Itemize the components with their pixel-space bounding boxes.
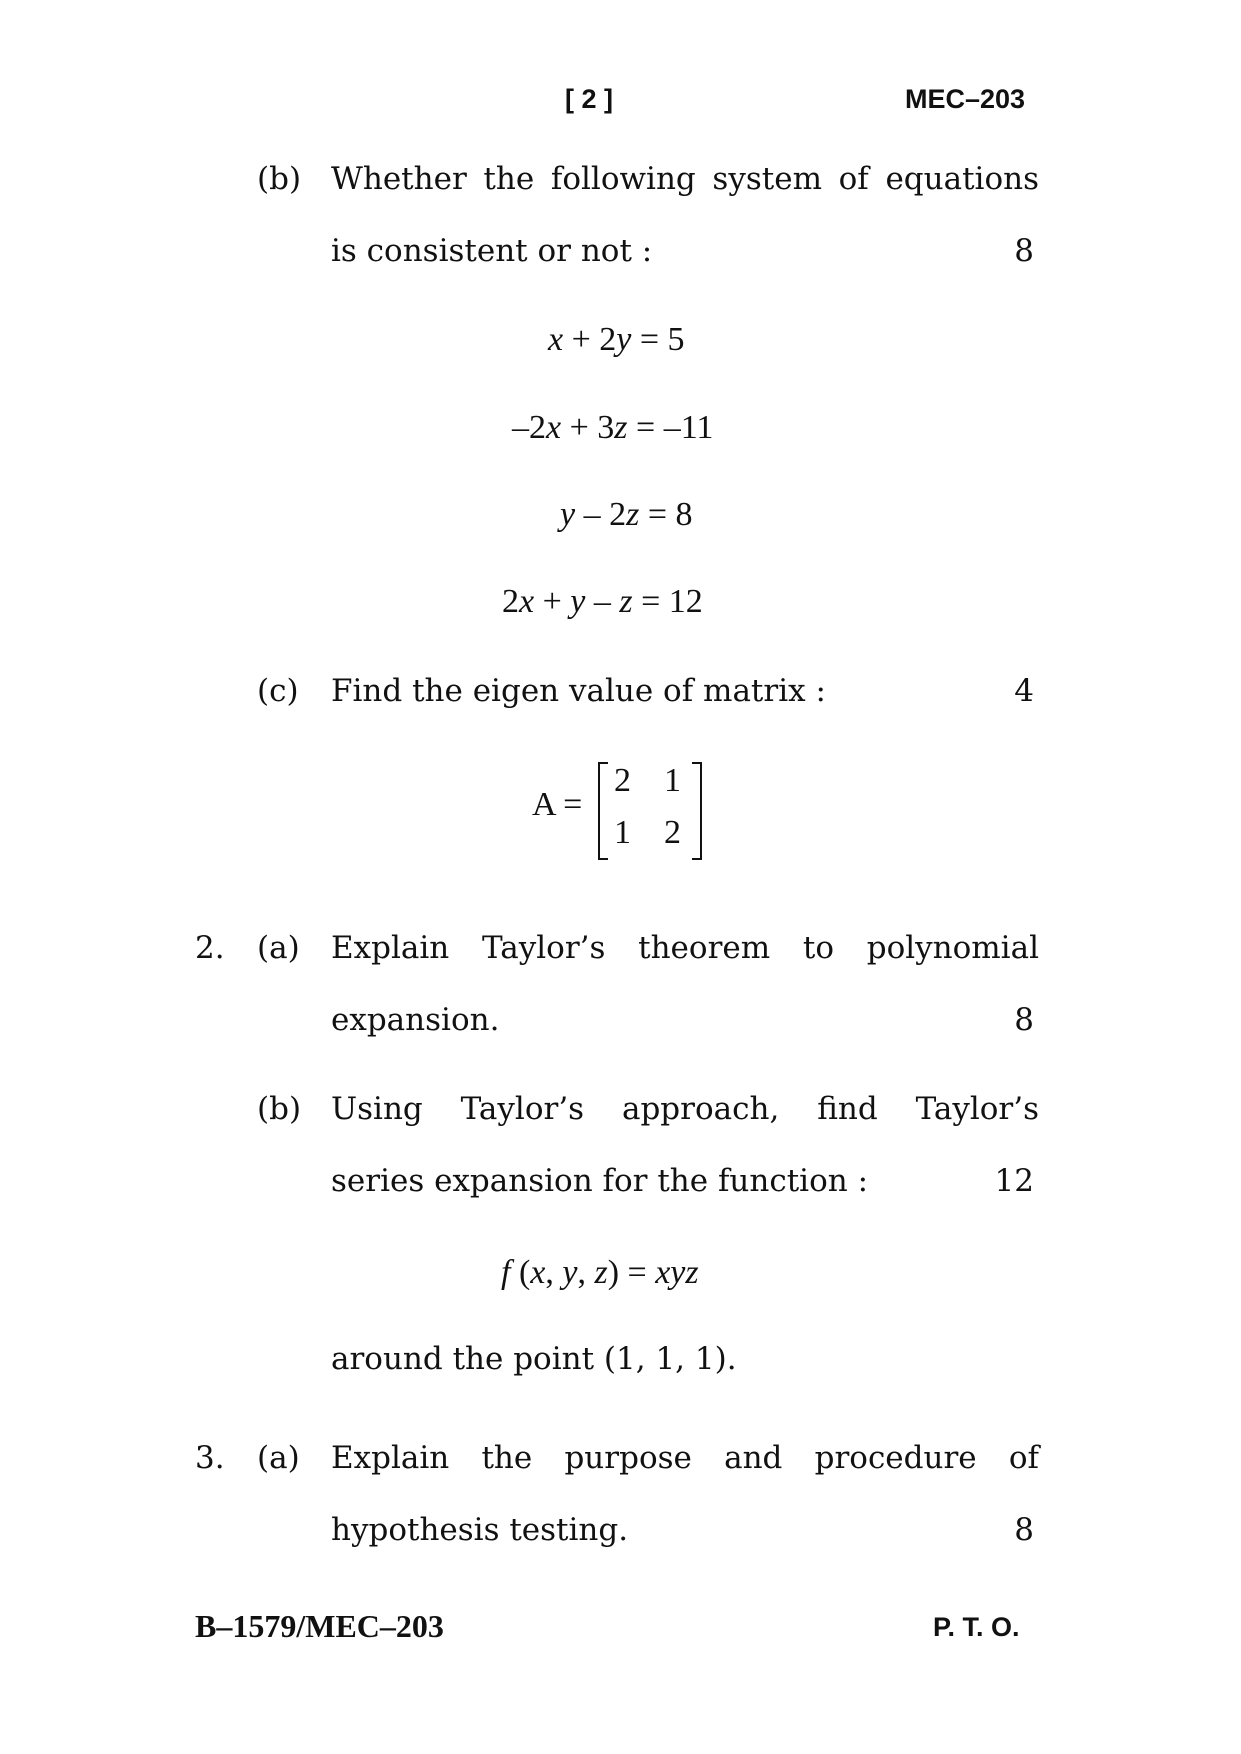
q2a-line2: expansion.	[331, 1002, 500, 1038]
q1b-marks: 8	[1014, 233, 1034, 269]
q1c-marks: 4	[1014, 673, 1034, 709]
equation-4: 2x + y – z = 12	[502, 583, 703, 620]
q3a-line2: hypothesis testing.	[331, 1512, 629, 1548]
matrix-r1c2: 1	[664, 762, 681, 799]
q2b-line2: series expansion for the function :	[331, 1163, 869, 1199]
page-number: [ 2 ]	[565, 84, 614, 114]
q1b-line2: is consistent or not :	[331, 233, 653, 269]
q2b-line3: around the point (1, 1, 1).	[331, 1341, 737, 1377]
q1b-line1: Whether the following system of equations	[331, 161, 1039, 197]
equation-2: –2x + 3z = –11	[512, 409, 714, 446]
equation-1: x + 2y = 5	[548, 321, 685, 358]
q2a-label: (a)	[257, 930, 300, 966]
q1c-text: Find the eigen value of matrix :	[331, 673, 826, 709]
q1b-label: (b)	[257, 161, 302, 197]
matrix-left-bracket	[598, 762, 608, 860]
course-code: MEC–203	[905, 84, 1026, 114]
matrix-a	[532, 760, 712, 864]
matrix-name: A =	[532, 786, 583, 823]
q3a-label: (a)	[257, 1440, 300, 1476]
q1c-label: (c)	[257, 673, 299, 709]
footer-paper-code: B–1579/MEC–203	[195, 1608, 444, 1644]
matrix-r2c2: 2	[664, 814, 681, 851]
matrix-right-bracket	[692, 762, 702, 860]
q3-number: 3.	[195, 1440, 225, 1476]
q2b-marks: 12	[994, 1163, 1034, 1199]
q3a-marks: 8	[1014, 1512, 1034, 1548]
q2b-line1: Using Taylor’s approach, find Taylor’s	[331, 1091, 1039, 1127]
equation-3: y – 2z = 8	[560, 496, 693, 533]
q2a-line1: Explain Taylor’s theorem to polynomial	[331, 930, 1039, 966]
q2b-label: (b)	[257, 1091, 302, 1127]
q2-number: 2.	[195, 930, 225, 966]
matrix-r2c1: 1	[614, 814, 631, 851]
taylor-function: f (x, y, z) = xyz	[501, 1254, 699, 1291]
footer-pto: P. T. O.	[933, 1612, 1020, 1642]
q2a-marks: 8	[1014, 1002, 1034, 1038]
q3a-line1: Explain the purpose and procedure of	[331, 1440, 1039, 1476]
matrix-r1c1: 2	[614, 762, 631, 799]
